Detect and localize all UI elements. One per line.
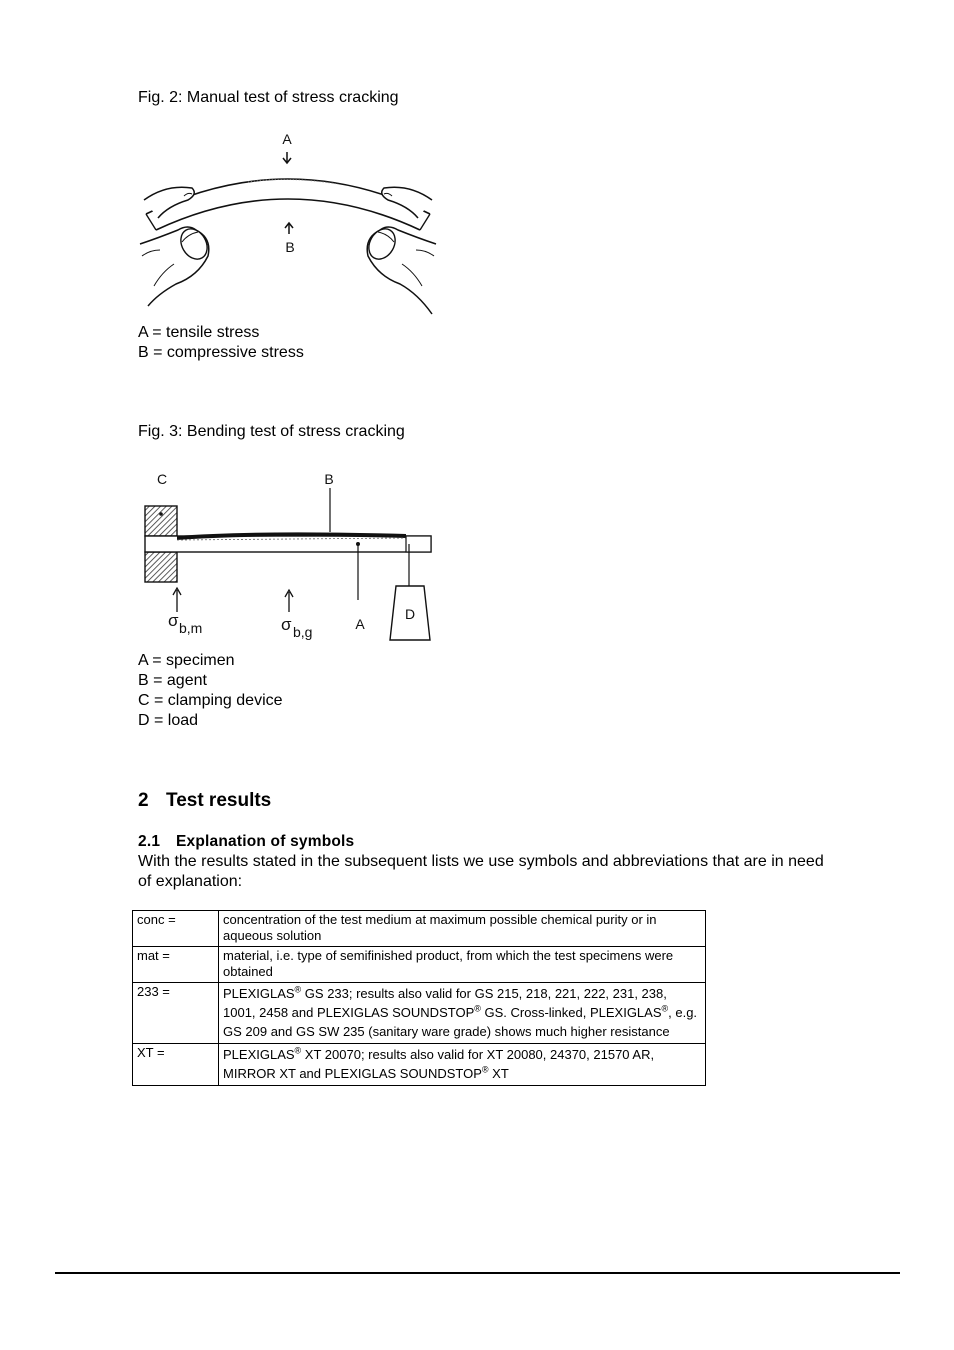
- fig2-legend-item: B = compressive stress: [138, 344, 304, 361]
- fig3-caption: Fig. 3: Bending test of stress cracking: [138, 423, 405, 440]
- section-number: 2: [138, 790, 149, 811]
- fig3-legend: [138, 651, 283, 731]
- left-thumb: [144, 187, 194, 218]
- sigma-bg-subscript: b,g: [293, 624, 313, 640]
- intro-paragraph: With the results stated in the subsequent lists we use symbols and abbreviations that are in need of explanation:: [138, 853, 824, 890]
- symbol-description: material, i.e. type of semifinished product, from which the test specimens were obtained: [219, 947, 706, 983]
- registered-mark: ®: [294, 1045, 302, 1056]
- symbol-key: 233 =: [133, 983, 219, 1044]
- footer-rule: [55, 1272, 900, 1274]
- table-row: [133, 911, 706, 947]
- fig3-illustration: [138, 466, 438, 648]
- sigma-bm-subscript: b,m: [179, 620, 203, 636]
- fig2-caption: Fig. 2: Manual test of stress cracking: [138, 89, 399, 106]
- table-row: [133, 947, 706, 983]
- fig3-legend-item: D = load: [138, 712, 199, 729]
- sigma-bg-symbol: σ: [281, 615, 292, 634]
- registered-mark: ®: [481, 1064, 489, 1075]
- symbol-description: concentration of the test medium at maximum possible chemical purity or in aqueous solution: [219, 911, 706, 947]
- fig3-label-c: C: [156, 471, 168, 487]
- subsection-heading: [138, 833, 354, 851]
- fig3-legend-item: B = agent: [138, 672, 207, 689]
- symbols-table: [132, 910, 706, 1086]
- symbol-description: PLEXIGLAS® GS 233; results also valid for GS 215, 218, 221, 222, 231, 238, 1001, 2458 and PLEXIGLAS SOUNDSTOP® GS. Cross-linked, PLEXIGLAS®, e.g. GS 209 and GS SW 235 (sanitary ware grade) shows much higher resistance: [219, 983, 706, 1044]
- clamp-bottom: [145, 552, 177, 582]
- fig2-label-b: B: [285, 239, 295, 255]
- registered-mark: ®: [294, 984, 302, 995]
- registered-mark: ®: [661, 1003, 669, 1014]
- right-thumb: [382, 187, 432, 218]
- section-heading: [138, 790, 271, 812]
- fig2-label-a: A: [282, 131, 292, 147]
- symbol-key: XT =: [133, 1044, 219, 1086]
- section-title: Test results: [166, 790, 272, 811]
- fig3-label-d: D: [404, 606, 416, 622]
- fig2-legend-item: A = tensile stress: [138, 324, 260, 341]
- symbol-description: PLEXIGLAS® XT 20070; results also valid for XT 20080, 24370, 21570 AR, MIRROR XT and PLEXIGLAS SOUNDSTOP® XT: [219, 1044, 706, 1086]
- table-row: [133, 983, 706, 1044]
- table-row: [133, 1044, 706, 1086]
- registered-mark: ®: [474, 1003, 481, 1014]
- fig2-illustration: [138, 126, 438, 318]
- symbol-key: conc =: [133, 911, 219, 947]
- fig3-legend-item: A = specimen: [138, 652, 235, 669]
- sigma-bm-symbol: σ: [168, 611, 179, 630]
- fig3-label-a: A: [355, 616, 365, 632]
- clamp-top: [145, 506, 177, 536]
- fig3-label-b: B: [324, 471, 334, 487]
- fig3-legend-item: C = clamping device: [138, 692, 283, 709]
- symbol-key: mat =: [133, 947, 219, 983]
- fig2-legend: [138, 323, 304, 363]
- subsection-number: 2.1: [138, 833, 161, 850]
- subsection-title: Explanation of symbols: [176, 833, 355, 850]
